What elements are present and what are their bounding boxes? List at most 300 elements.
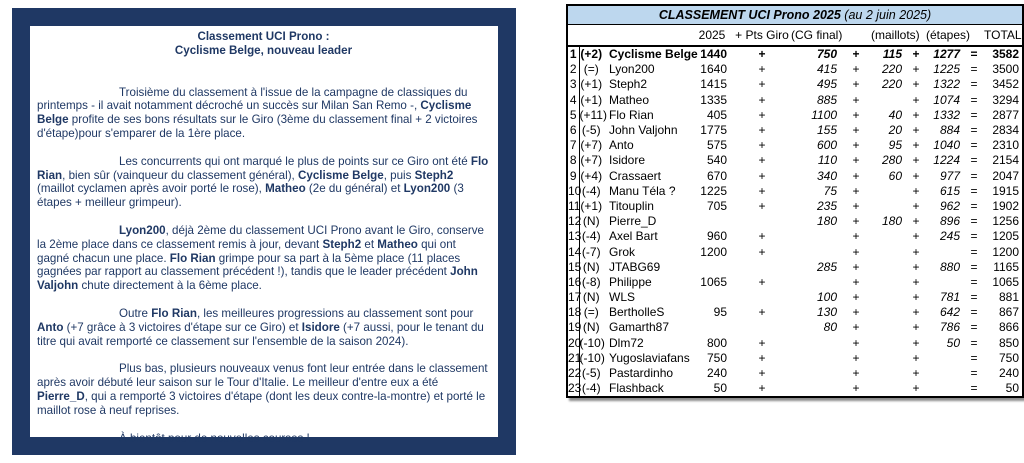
cell-plus-giro: + bbox=[758, 62, 766, 77]
cell-plus-giro: + bbox=[758, 335, 766, 350]
cell-maillots: 115 bbox=[882, 47, 902, 62]
cell-plus-2: + bbox=[852, 92, 860, 107]
cell-plus-giro: + bbox=[758, 138, 766, 153]
cell-plus-3: + bbox=[912, 350, 920, 365]
table-header-row bbox=[567, 25, 1023, 47]
cell-cg-final bbox=[791, 275, 841, 290]
cell-rank: 20 bbox=[568, 335, 582, 350]
cell-plus-3: + bbox=[912, 259, 920, 274]
cell-plus-giro: + bbox=[758, 47, 766, 62]
doc-title bbox=[37, 30, 490, 58]
cell-plus-giro: + bbox=[758, 198, 766, 213]
cell-change: (N) bbox=[582, 214, 600, 229]
cell-total: 3582 bbox=[992, 47, 1020, 62]
cell-total: 1256 bbox=[992, 214, 1020, 229]
cell-rank: 4 bbox=[567, 93, 579, 108]
cell-plus-2: + bbox=[852, 214, 860, 229]
cell-equals: = bbox=[970, 92, 978, 107]
cell-2025: 1440 bbox=[700, 47, 727, 62]
paragraph bbox=[37, 86, 490, 141]
cell-rank: 2 bbox=[567, 62, 579, 77]
cell-etapes bbox=[926, 366, 964, 381]
cell-plus-2: + bbox=[852, 305, 860, 320]
text: Outre bbox=[119, 306, 152, 320]
cell-2025: 95 bbox=[713, 305, 727, 320]
cell-total: 1165 bbox=[993, 259, 1020, 274]
cell-plus-3: + bbox=[912, 77, 920, 92]
cell-plus-giro: + bbox=[758, 244, 766, 259]
bold-text: Flo Rian bbox=[37, 154, 489, 182]
cell-cg-final bbox=[791, 366, 841, 381]
cell-cg-final bbox=[791, 381, 841, 397]
cell-etapes bbox=[926, 381, 964, 397]
cell-plus-3: + bbox=[912, 274, 920, 289]
cell-equals: = bbox=[970, 381, 978, 396]
cell-rank: 17 bbox=[568, 290, 582, 305]
cell-maillots bbox=[871, 244, 906, 259]
cell-plus-3: + bbox=[912, 335, 920, 350]
text: , déjà 2ème du classement UCI Prono avant le Giro, conserve la 2ème place dans ce classement remis à jour, devant bbox=[37, 223, 484, 251]
cell-plus-2: + bbox=[852, 62, 860, 77]
cell-2025: 1775 bbox=[700, 123, 727, 138]
paragraph bbox=[37, 432, 490, 446]
table-row bbox=[567, 184, 1023, 199]
cell-cg-final: 885 bbox=[816, 92, 837, 107]
table-row bbox=[567, 108, 1023, 123]
cell-plus-giro: + bbox=[758, 92, 766, 107]
text: qui ont gagné chacun une place. bbox=[37, 237, 456, 265]
cell-plus-giro: + bbox=[758, 229, 766, 244]
cell-plus-2: + bbox=[852, 168, 860, 183]
text: , puis bbox=[383, 168, 415, 182]
cell-equals: = bbox=[970, 214, 978, 229]
cell-equals: = bbox=[970, 320, 978, 335]
cell-maillots bbox=[871, 290, 906, 305]
cell-rank: 9 bbox=[567, 169, 579, 184]
cell-plus-2: + bbox=[852, 244, 860, 259]
bold-text: Steph2 bbox=[414, 168, 454, 182]
cell-total: 2834 bbox=[992, 123, 1020, 138]
cell-plus-2: + bbox=[852, 153, 860, 168]
cell-etapes: 245 bbox=[939, 229, 960, 244]
cell-change: (-5) bbox=[581, 123, 601, 138]
cell-etapes: 786 bbox=[939, 320, 960, 335]
cell-equals: = bbox=[970, 350, 978, 365]
cell-cg-final: 80 bbox=[823, 320, 837, 335]
cell-plus-3: + bbox=[912, 183, 920, 198]
cell-change: (-8) bbox=[581, 274, 601, 289]
cell-change: (N) bbox=[582, 320, 600, 335]
cell-2025: 1335 bbox=[700, 92, 727, 107]
cell-cg-final: 415 bbox=[816, 62, 837, 77]
cell-maillots bbox=[871, 305, 906, 320]
header-maillots: (maillots) bbox=[871, 27, 920, 42]
cell-total: 867 bbox=[998, 305, 1020, 320]
cell-etapes: 884 bbox=[939, 123, 960, 138]
cell-maillots: 180 bbox=[881, 214, 902, 229]
header-spacer-plus2 bbox=[841, 25, 871, 47]
cell-maillots: 220 bbox=[881, 62, 902, 77]
cell-maillots: 40 bbox=[888, 107, 902, 122]
cell-cg-final: 750 bbox=[816, 47, 837, 62]
table-row bbox=[567, 244, 1023, 259]
cell-plus-3: + bbox=[912, 305, 920, 320]
cell-rank: 5 bbox=[567, 108, 579, 123]
cell-plus-2: + bbox=[852, 350, 860, 365]
cell-2025: 960 bbox=[706, 229, 727, 244]
cell-name: Dlm72 bbox=[609, 335, 644, 350]
header-total: TOTAL bbox=[984, 27, 1022, 42]
text: chute directement à la 6ème place. bbox=[78, 279, 262, 293]
cell-name: Pierre_D bbox=[609, 214, 657, 229]
cell-name: Anto bbox=[609, 138, 634, 153]
cell-2025: 240 bbox=[706, 366, 727, 381]
header-spacer-change bbox=[579, 25, 603, 47]
cell-equals: = bbox=[970, 335, 978, 350]
text: (+7 grâce à 3 victoires d'étape sur ce Giro) et bbox=[63, 320, 302, 334]
cell-equals: = bbox=[970, 123, 978, 138]
cell-plus-2: + bbox=[852, 107, 860, 122]
cell-cg-final bbox=[791, 229, 841, 244]
cell-change: (-5) bbox=[581, 366, 601, 381]
cell-etapes: 781 bbox=[939, 290, 960, 305]
cell-cg-final: 180 bbox=[816, 214, 837, 229]
cell-equals: = bbox=[970, 244, 978, 259]
cell-plus-giro: + bbox=[758, 305, 766, 320]
table-row bbox=[567, 153, 1023, 168]
cell-plus-3: + bbox=[912, 229, 920, 244]
cell-equals: = bbox=[970, 259, 978, 274]
header-pts-giro: + Pts Giro bbox=[735, 27, 789, 42]
table-row bbox=[567, 260, 1023, 275]
cell-2025: 405 bbox=[706, 107, 727, 122]
cell-rank: 23 bbox=[567, 381, 579, 397]
cell-plus-giro bbox=[733, 214, 791, 229]
doc-title-line-1: Classement UCI Prono : bbox=[197, 30, 330, 43]
table-row bbox=[567, 214, 1023, 229]
cell-plus-3: + bbox=[912, 47, 920, 62]
cell-name: Manu Téla ? bbox=[609, 183, 676, 198]
cell-change: (+11) bbox=[579, 107, 607, 122]
cell-rank: 1 bbox=[567, 46, 579, 62]
cell-plus-2: + bbox=[852, 47, 860, 62]
cell-plus-3: + bbox=[912, 153, 920, 168]
cell-maillots: 220 bbox=[881, 77, 902, 92]
cell-total: 850 bbox=[998, 335, 1020, 350]
cell-plus-3: + bbox=[912, 168, 920, 183]
cell-plus-giro: + bbox=[758, 123, 766, 138]
cell-maillots bbox=[871, 93, 906, 108]
text: Plus bas, plusieurs nouveaux venus font leur entrée dans le classement après avoir débuté leur saison sur le Tour d'Italie. Le meilleur d'entre eux a été bbox=[37, 362, 488, 390]
cell-change: (-10) bbox=[579, 335, 605, 350]
table-row bbox=[567, 199, 1023, 214]
cell-2025 bbox=[691, 214, 733, 229]
cell-plus-giro: + bbox=[758, 183, 766, 198]
cell-total: 1205 bbox=[992, 229, 1020, 244]
cell-cg-final: 600 bbox=[816, 138, 837, 153]
cell-rank: 15 bbox=[568, 259, 582, 274]
cell-equals: = bbox=[970, 290, 978, 305]
cell-name: Matheo bbox=[609, 92, 650, 107]
cell-rank: 6 bbox=[567, 123, 579, 138]
cell-total: 2310 bbox=[992, 138, 1020, 153]
cell-equals: = bbox=[970, 229, 978, 244]
cell-2025: 1640 bbox=[700, 62, 727, 77]
cell-cg-final bbox=[791, 336, 841, 351]
text: Les concurrents qui ont marqué le plus de points sur ce Giro ont été bbox=[119, 154, 471, 168]
cell-name: Axel Bart bbox=[609, 229, 658, 244]
cell-equals: = bbox=[970, 305, 978, 320]
standings-body bbox=[567, 46, 1023, 397]
cell-cg-final: 110 bbox=[817, 153, 837, 168]
bold-text: Lyon200 bbox=[403, 182, 451, 196]
cell-plus-giro bbox=[733, 260, 791, 275]
cell-name: Pastardinho bbox=[609, 366, 674, 381]
cell-plus-3: + bbox=[912, 62, 920, 77]
table-row bbox=[567, 320, 1023, 335]
table-row bbox=[567, 229, 1023, 244]
cell-total: 50 bbox=[1005, 381, 1020, 396]
cell-etapes: 50 bbox=[946, 335, 960, 350]
cell-equals: = bbox=[970, 62, 978, 77]
cell-plus-3: + bbox=[912, 107, 920, 122]
cell-change: (N) bbox=[582, 290, 600, 305]
table-row bbox=[567, 138, 1023, 153]
cell-etapes bbox=[926, 351, 964, 366]
bold-text: Isidore bbox=[301, 320, 340, 334]
cell-cg-final bbox=[791, 244, 841, 259]
cell-total: 1065 bbox=[992, 274, 1020, 289]
cell-equals: = bbox=[970, 47, 978, 62]
paragraph bbox=[37, 307, 490, 348]
cell-rank: 11 bbox=[568, 198, 581, 213]
cell-plus-3: + bbox=[912, 214, 920, 229]
cell-change: (-7) bbox=[581, 244, 601, 259]
cell-total: 3294 bbox=[992, 92, 1020, 107]
cell-total: 3452 bbox=[992, 77, 1020, 92]
cell-rank: 18 bbox=[568, 305, 582, 320]
cell-name: Flashback bbox=[609, 381, 664, 396]
cell-change: (=) bbox=[583, 62, 599, 77]
cell-cg-final: 285 bbox=[816, 259, 837, 274]
cell-name: Crassaert bbox=[609, 168, 662, 183]
bold-text: Flo Rian bbox=[169, 251, 216, 265]
cell-2025: 50 bbox=[713, 381, 727, 396]
cell-2025: 750 bbox=[706, 350, 727, 365]
cell-plus-2: + bbox=[852, 259, 860, 274]
table-row bbox=[567, 305, 1023, 320]
cell-maillots: 95 bbox=[888, 138, 902, 153]
cell-equals: = bbox=[970, 77, 978, 92]
cell-rank: 13 bbox=[568, 229, 582, 244]
cell-total: 2047 bbox=[992, 168, 1020, 183]
cell-plus-2: + bbox=[852, 198, 860, 213]
cell-maillots bbox=[871, 275, 906, 290]
cell-name: Cyclisme Belge bbox=[609, 47, 698, 62]
paragraph bbox=[37, 362, 490, 417]
cell-maillots bbox=[871, 320, 906, 335]
cell-etapes: 977 bbox=[939, 168, 960, 183]
cell-etapes: 962 bbox=[939, 198, 960, 213]
cell-total: 1200 bbox=[992, 244, 1020, 259]
cell-change: (+1) bbox=[580, 198, 603, 213]
cell-total: 881 bbox=[998, 290, 1020, 305]
bold-text: Pierre_D bbox=[37, 389, 85, 403]
text: À bientôt pour de nouvelles courses ! bbox=[119, 431, 310, 445]
header-cg-final: (CG final) bbox=[791, 27, 843, 42]
table-title bbox=[567, 5, 1023, 25]
cell-equals: = bbox=[970, 366, 978, 381]
doc-title-line-2: Cyclisme Belge, nouveau leader bbox=[174, 43, 353, 57]
cell-2025: 1200 bbox=[700, 244, 727, 259]
cell-maillots bbox=[871, 351, 906, 366]
cell-etapes: 880 bbox=[939, 259, 960, 274]
cell-etapes: 1074 bbox=[933, 92, 960, 107]
table-row bbox=[567, 93, 1023, 108]
cell-equals: = bbox=[970, 138, 978, 153]
cell-rank: 22 bbox=[568, 366, 582, 381]
cell-2025 bbox=[691, 320, 733, 335]
cell-total: 750 bbox=[998, 350, 1020, 365]
bold-text: Lyon200 bbox=[119, 223, 166, 237]
table-row bbox=[567, 366, 1023, 381]
cell-name: Philippe bbox=[609, 274, 652, 289]
cell-plus-3: + bbox=[912, 138, 920, 153]
cell-change: (-4) bbox=[581, 229, 601, 244]
cell-total: 2877 bbox=[992, 107, 1020, 122]
cell-plus-giro: + bbox=[758, 274, 766, 289]
cell-total: 1915 bbox=[992, 183, 1020, 198]
cell-2025: 575 bbox=[706, 138, 727, 153]
text: (+7 aussi, pour le tenant du titre qui avait remporté ce classement sur l'ensemble de la saison 2024). bbox=[37, 320, 484, 348]
cell-plus-2: + bbox=[852, 138, 860, 153]
cell-plus-3: + bbox=[912, 320, 920, 335]
cell-plus-3: + bbox=[912, 123, 920, 138]
cell-equals: = bbox=[970, 198, 978, 213]
cell-name: Titouplin bbox=[609, 198, 654, 213]
bold-text: Matheo bbox=[265, 182, 306, 196]
text: grimpe pour sa part à la 5ème place (11 places gagnées par rapport au classement précédent !), tandis que le leader précédent bbox=[37, 251, 461, 279]
table-title-main: CLASSEMENT UCI Prono 2025 bbox=[658, 7, 841, 22]
cell-total: 2154 bbox=[992, 153, 1020, 168]
cell-plus-giro: + bbox=[758, 107, 766, 122]
cell-etapes: 615 bbox=[939, 183, 960, 198]
cell-name: Steph2 bbox=[609, 77, 648, 92]
table-row bbox=[567, 351, 1023, 366]
cell-equals: = bbox=[970, 153, 978, 168]
cell-2025 bbox=[691, 260, 733, 275]
table-row bbox=[567, 336, 1023, 351]
header-spacer-rank bbox=[567, 25, 579, 47]
cell-rank: 7 bbox=[567, 138, 579, 153]
cell-name: Gamarth87 bbox=[609, 320, 670, 335]
cell-maillots bbox=[871, 199, 906, 214]
text: , bien sûr (vainqueur du classement général), bbox=[62, 168, 298, 182]
cell-2025: 540 bbox=[706, 153, 727, 168]
cell-change: (-4) bbox=[581, 183, 601, 198]
text: (3 étapes + meilleur grimpeur). bbox=[37, 182, 464, 210]
bold-text: Flo Rian bbox=[151, 306, 197, 320]
cell-cg-final: 75 bbox=[823, 183, 837, 198]
bold-text: Cyclisme Belge bbox=[37, 99, 472, 127]
newsletter-panel bbox=[12, 8, 516, 455]
cell-maillots bbox=[871, 366, 906, 381]
cell-name: Yugoslaviafans bbox=[609, 350, 690, 365]
cell-maillots bbox=[871, 229, 906, 244]
cell-name: Lyon200 bbox=[609, 62, 655, 77]
cell-total: 3500 bbox=[992, 62, 1020, 77]
cell-cg-final: 1100 bbox=[811, 107, 837, 122]
cell-plus-2: + bbox=[852, 77, 860, 92]
cell-2025: 1225 bbox=[700, 183, 727, 198]
text: et bbox=[361, 237, 378, 251]
table-row bbox=[567, 290, 1023, 305]
cell-maillots bbox=[871, 381, 906, 397]
table-row bbox=[567, 169, 1023, 184]
text: Troisième du classement à l'issue de la campagne de classiques du printemps - il avait notamment décroché un succès sur Milan San Remo -, bbox=[37, 85, 468, 113]
paragraph bbox=[37, 224, 490, 293]
cell-maillots: 280 bbox=[881, 153, 902, 168]
standings-table-wrap bbox=[566, 4, 1024, 398]
cell-plus-giro: + bbox=[758, 381, 766, 396]
cell-plus-giro bbox=[733, 290, 791, 305]
table-row bbox=[567, 123, 1023, 138]
cell-etapes: 1322 bbox=[933, 77, 960, 92]
cell-2025 bbox=[691, 290, 733, 305]
cell-name: JTABG69 bbox=[609, 259, 661, 274]
cell-2025: 1415 bbox=[700, 77, 727, 92]
cell-maillots bbox=[871, 260, 906, 275]
cell-cg-final: 100 bbox=[816, 290, 837, 305]
cell-plus-giro: + bbox=[758, 153, 766, 168]
header-spacer-name bbox=[603, 25, 691, 47]
cell-cg-final: 235 bbox=[816, 198, 837, 213]
cell-plus-2: + bbox=[852, 274, 860, 289]
table-row bbox=[567, 77, 1023, 92]
header-etapes: (étapes) bbox=[926, 27, 971, 42]
cell-plus-3: + bbox=[912, 381, 920, 396]
cell-plus-3: + bbox=[912, 366, 920, 381]
cell-name: Isidore bbox=[609, 153, 646, 168]
cell-2025: 800 bbox=[706, 335, 727, 350]
cell-rank: 21 bbox=[568, 350, 582, 365]
cell-equals: = bbox=[970, 168, 978, 183]
standings-table bbox=[566, 4, 1024, 398]
cell-2025: 705 bbox=[706, 198, 727, 213]
cell-change: (-10) bbox=[579, 350, 605, 365]
cell-maillots: 20 bbox=[888, 123, 902, 138]
cell-plus-giro: + bbox=[758, 366, 766, 381]
cell-total: 240 bbox=[998, 366, 1020, 381]
cell-2025: 670 bbox=[706, 168, 727, 183]
cell-plus-2: + bbox=[852, 335, 860, 350]
cell-plus-2: + bbox=[852, 229, 860, 244]
newsletter-content bbox=[30, 26, 498, 445]
cell-name: WLS bbox=[609, 290, 636, 305]
text: , les meilleures progressions au classement sont pour bbox=[196, 306, 474, 320]
cell-cg-final: 340 bbox=[816, 168, 837, 183]
cell-etapes: 1332 bbox=[933, 107, 960, 122]
cell-change: (-4) bbox=[581, 381, 601, 396]
text: , qui a remporté 3 victoires d'étape (dont les deux contre-la-montre) et porté le maillot rose à neuf reprises. bbox=[37, 389, 486, 417]
header-2025: 2025 bbox=[698, 27, 726, 42]
cell-etapes: 896 bbox=[939, 214, 960, 229]
cell-etapes bbox=[926, 244, 964, 259]
table-title-row bbox=[567, 5, 1023, 25]
cell-plus-giro: + bbox=[758, 350, 766, 365]
cell-equals: = bbox=[970, 274, 978, 289]
cell-plus-giro: + bbox=[758, 77, 766, 92]
